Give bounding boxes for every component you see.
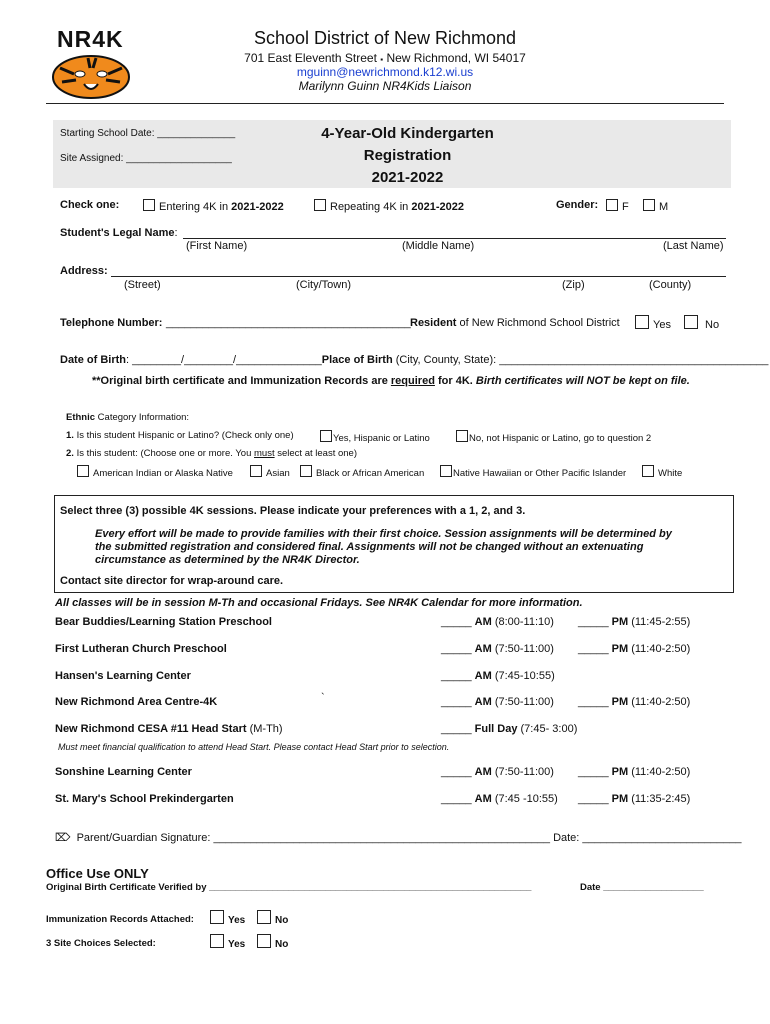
all-classes-note: All classes will be in session M-Th and occasional Fridays. See NR4K Calendar for more information. (55, 597, 583, 609)
gender-f-checkbox[interactable] (606, 199, 618, 211)
address-label: Address: (60, 265, 108, 277)
race-checkbox[interactable] (440, 465, 452, 477)
site-name: New Richmond CESA #11 Head Start (M-Th) (55, 723, 283, 735)
site-name: St. Mary's School Prekindergarten (55, 793, 234, 805)
site-choices-label: 3 Site Choices Selected: (46, 938, 156, 949)
resident-yes-option[interactable]: Yes (635, 315, 671, 331)
repeating-checkbox[interactable] (314, 199, 326, 211)
pm-session[interactable]: _____ PM (11:45-2:55) (578, 616, 691, 628)
birth-certificate-verified[interactable]: Original Birth Certificate Verified by _____________________________________________________________ (46, 882, 532, 893)
site-name: New Richmond Area Centre-4K (55, 696, 218, 708)
race-option[interactable]: Native Hawaiian or Other Pacific Islander (440, 465, 626, 479)
pm-session[interactable]: _____ PM (11:40-2:50) (578, 696, 691, 708)
choices-no-checkbox[interactable] (257, 934, 271, 948)
am-session[interactable]: _____ AM (7:45-10:55) (441, 670, 555, 682)
zip-caption: (Zip) (562, 279, 585, 291)
form-title: 4-Year-Old Kindergarten (321, 125, 494, 142)
head-start-note: Must meet financial qualification to attend Head Start. Please contact Head Start prior to selection. (58, 742, 450, 752)
am-session[interactable]: _____ AM (7:50-11:00) (441, 643, 554, 655)
resident-yes-checkbox[interactable] (635, 315, 649, 329)
site-name: Sonshine Learning Center (55, 766, 192, 778)
site-name: Bear Buddies/Learning Station Preschool (55, 616, 272, 628)
office-use-title: Office Use ONLY (46, 866, 149, 881)
last-name-caption: (Last Name) (663, 240, 724, 252)
pm-session[interactable]: _____ PM (11:40-2:50) (578, 766, 691, 778)
resident-no-option[interactable]: No (684, 315, 719, 331)
liaison: Marilynn Guinn NR4Kids Liaison (298, 79, 472, 93)
birth-certificate-note: **Original birth certificate and Immunization Records are required for 4K. Birth certificates will NOT be kept on file. (92, 375, 690, 387)
date-of-birth-row[interactable]: Date of Birth: ________/________/______________Place of Birth (City, County, State): ____________________________________________ (60, 354, 769, 366)
am-session[interactable]: _____ AM (7:50-11:00) (441, 766, 554, 778)
gender-m-option[interactable]: M (643, 199, 668, 213)
immunization-yes-checkbox[interactable] (210, 910, 224, 924)
race-option[interactable]: Black or African American (300, 465, 424, 479)
middle-name-caption: (Middle Name) (402, 240, 475, 252)
telephone-label: Telephone Number: (60, 317, 163, 329)
pm-session[interactable]: _____ PM (11:35-2:45) (578, 793, 691, 805)
session-note-line: circumstance as determined by the NR4K Director. (95, 554, 360, 566)
session-note-line: Every effort will be made to provide families with their first choice. Session assignments will be determined by (95, 528, 672, 540)
header-divider (46, 103, 724, 104)
gender-f-option[interactable]: F (606, 199, 629, 213)
legal-name-label: Student's Legal Name: (60, 227, 178, 239)
am-session[interactable]: _____ AM (7:50-11:00) (441, 696, 554, 708)
entering-checkbox[interactable] (143, 199, 155, 211)
immunization-no-option[interactable]: No (257, 910, 288, 926)
hispanic-no-option[interactable]: No, not Hispanic or Latino, go to question 2 (456, 430, 651, 444)
ethnic-question-1: 1. Is this student Hispanic or Latino? (Check only one) (66, 430, 294, 441)
wraparound-note: Contact site director for wrap-around care. (60, 575, 284, 587)
resident-label: Resident of New Richmond School District (410, 317, 620, 329)
race-option[interactable]: White (642, 465, 682, 479)
first-name-caption: (First Name) (186, 240, 248, 252)
check-one-label: Check one: (60, 199, 120, 211)
hispanic-yes-option[interactable]: Yes, Hispanic or Latino (320, 430, 430, 444)
hispanic-yes-checkbox[interactable] (320, 430, 332, 442)
district-title: School District of New Richmond (253, 28, 517, 48)
hispanic-no-checkbox[interactable] (456, 430, 468, 442)
form-year: 2021-2022 (371, 169, 444, 186)
race-checkbox[interactable] (250, 465, 262, 477)
am-session[interactable]: _____ AM (7:45 -10:55) (441, 793, 558, 805)
repeating-4k-option[interactable]: Repeating 4K in 2021-2022 (314, 199, 464, 213)
email-link[interactable]: mguinn@newrichmond.k12.wi.us (296, 65, 474, 79)
race-checkbox[interactable] (77, 465, 89, 477)
choices-yes-option[interactable]: Yes (210, 934, 245, 950)
street-caption: (Street) (124, 279, 161, 291)
ethnic-question-2: 2. Is this student: (Choose one or more. You must select at least one) (66, 448, 357, 459)
gender-label: Gender: (556, 199, 599, 211)
stray-mark: ` (321, 692, 325, 704)
site-name: Hansen's Learning Center (55, 670, 191, 682)
race-checkbox[interactable] (300, 465, 312, 477)
immunization-yes-option[interactable]: Yes (210, 910, 245, 926)
district-address: 701 East Eleventh Street ▪ New Richmond, WI 54017 (244, 51, 526, 65)
ethnic-label: Ethnic Category Information: (66, 412, 190, 423)
entering-4k-option[interactable]: Entering 4K in 2021-2022 (143, 199, 284, 213)
race-option[interactable]: American Indian or Alaska Native (77, 465, 233, 479)
gender-m-checkbox[interactable] (643, 199, 655, 211)
resident-no-checkbox[interactable] (684, 315, 698, 329)
district-email (0, 65, 770, 79)
pm-session[interactable]: _____ PM (11:40-2:50) (578, 643, 691, 655)
session-note-line: the submitted registration and considered final. Assignments will not be changed without an extenuating (95, 541, 644, 553)
choices-yes-checkbox[interactable] (210, 934, 224, 948)
address-line[interactable] (111, 276, 726, 277)
immunization-no-checkbox[interactable] (257, 910, 271, 924)
full-day-session[interactable]: _____ Full Day (7:45- 3:00) (441, 723, 578, 735)
immunization-label: Immunization Records Attached: (46, 914, 194, 925)
race-option[interactable]: Asian (250, 465, 290, 479)
race-checkbox[interactable] (642, 465, 654, 477)
office-date[interactable]: Date ___________________ (580, 882, 704, 893)
starting-date: Starting School Date: ______________ (60, 128, 236, 139)
signature-row[interactable]: ⌦ Parent/Guardian Signature: _______________________________________________________ Date: __________________________ (55, 831, 742, 844)
site-assigned: Site Assigned: ___________________ (60, 153, 232, 164)
city-caption: (City/Town) (296, 279, 352, 291)
session-instruction: Select three (3) possible 4K sessions. Please indicate your preferences with a 1, 2, and 3. (60, 505, 526, 517)
site-name: First Lutheran Church Preschool (55, 643, 227, 655)
am-session[interactable]: _____ AM (8:00-11:10) (441, 616, 554, 628)
choices-no-option[interactable]: No (257, 934, 288, 950)
form-subtitle: Registration (363, 147, 452, 164)
county-caption: (County) (649, 279, 692, 291)
logo-text: NR4K (57, 26, 124, 52)
legal-name-line[interactable] (183, 238, 726, 239)
erase-icon: ⌦ (55, 831, 71, 844)
telephone-field[interactable]: ________________________________________ (166, 317, 411, 329)
